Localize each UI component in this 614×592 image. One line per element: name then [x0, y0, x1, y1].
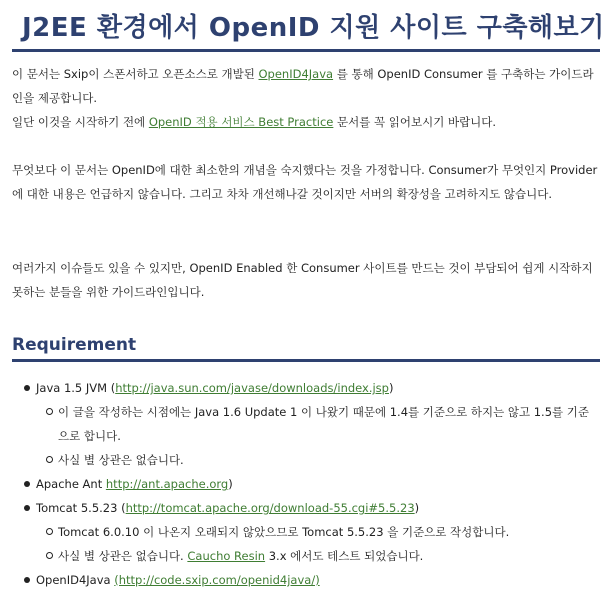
intro-text: 를 통해 OpenID Consumer 를 구축하는 가이드라인을 제공합니다. [12, 67, 594, 105]
list-item-java [0, 376, 614, 400]
caucho-resin-link[interactable]: Caucho Resin [187, 549, 266, 563]
list-item-ant [0, 472, 614, 496]
intro-paragraph-4: 여러가지 이슈들도 있을 수 있지만, OpenID Enabled 한 Consumer 사이트를 만드는 것이 부담되어 쉽게 시작하지 못하는 분들을 위한 가이드라인입니다. [12, 261, 593, 299]
intro-text: 문서를 꼭 읽어보시기 바랍니다. [333, 115, 497, 129]
java-download-link[interactable]: http://java.sun.com/javase/downloads/index.jsp [115, 381, 389, 395]
requirement-list [0, 376, 614, 592]
list-subitem-text: 사실 별 상관은 없습니다. [58, 549, 188, 563]
ant-link[interactable]: http://ant.apache.org [105, 477, 229, 491]
intro-paragraph-3: 무엇보다 이 문서는 OpenID에 대한 최소한의 개념을 숙지했다는 것을 가정합니다. Consumer가 무엇인지 Provider에 대한 내용은 언급하지 않습니다. 그리고 차차 개선해나갈 것이지만 서버의 확장성을 고려하지도 않습니다. [12, 163, 598, 201]
openid4java-link[interactable]: OpenID4Java [258, 67, 334, 81]
list-subitem: 이 글을 작성하는 시점에는 Java 1.6 Update 1 이 나왔기 때문에 1.4를 기준으로 하지는 않고 1.5를 기준으로 합니다. [0, 400, 614, 448]
list-item-label: ) [228, 477, 233, 491]
list-item-label: Apache Ant [36, 477, 106, 491]
list-item-label: ) [414, 501, 420, 515]
intro-paragraph-1 [12, 62, 602, 110]
best-practice-link[interactable]: OpenID 적용 서비스 Best Practice [148, 115, 334, 129]
list-subitem [0, 544, 614, 568]
list-item-label: Java 1.5 JVM ( [36, 381, 116, 395]
list-subitem-text: 3.x 에서도 테스트 되었습니다. [265, 549, 424, 563]
list-item-label: OpenID4Java [36, 573, 115, 587]
list-subitem: Tomcat 6.0.10 이 나온지 오래되지 않았으므로 Tomcat 5.5.23 을 기준으로 작성합니다. [0, 520, 614, 544]
list-item-label: ) [388, 381, 394, 395]
list-subitem: 사실 별 상관은 없습니다. [0, 448, 614, 472]
list-item-label: Tomcat 5.5.23 ( [36, 501, 126, 515]
intro-paragraph-2 [12, 110, 602, 134]
openid4java-code-link[interactable]: (http://code.sxip.com/openid4java/) [114, 573, 320, 587]
list-item-openid4java [0, 568, 614, 592]
page-title: J2EE 환경에서 OpenID 지원 사이트 구축해보기 [12, 10, 600, 52]
tomcat-download-link[interactable]: http://tomcat.apache.org/download-55.cgi#5.5.23 [125, 501, 415, 515]
intro-text: 이 문서는 Sxip이 스폰서하고 오픈소스로 개발된 [12, 67, 259, 81]
requirement-heading: Requirement [12, 332, 600, 362]
intro-text: 일단 이것을 시작하기 전에 [12, 115, 149, 129]
list-item-tomcat [0, 496, 614, 520]
